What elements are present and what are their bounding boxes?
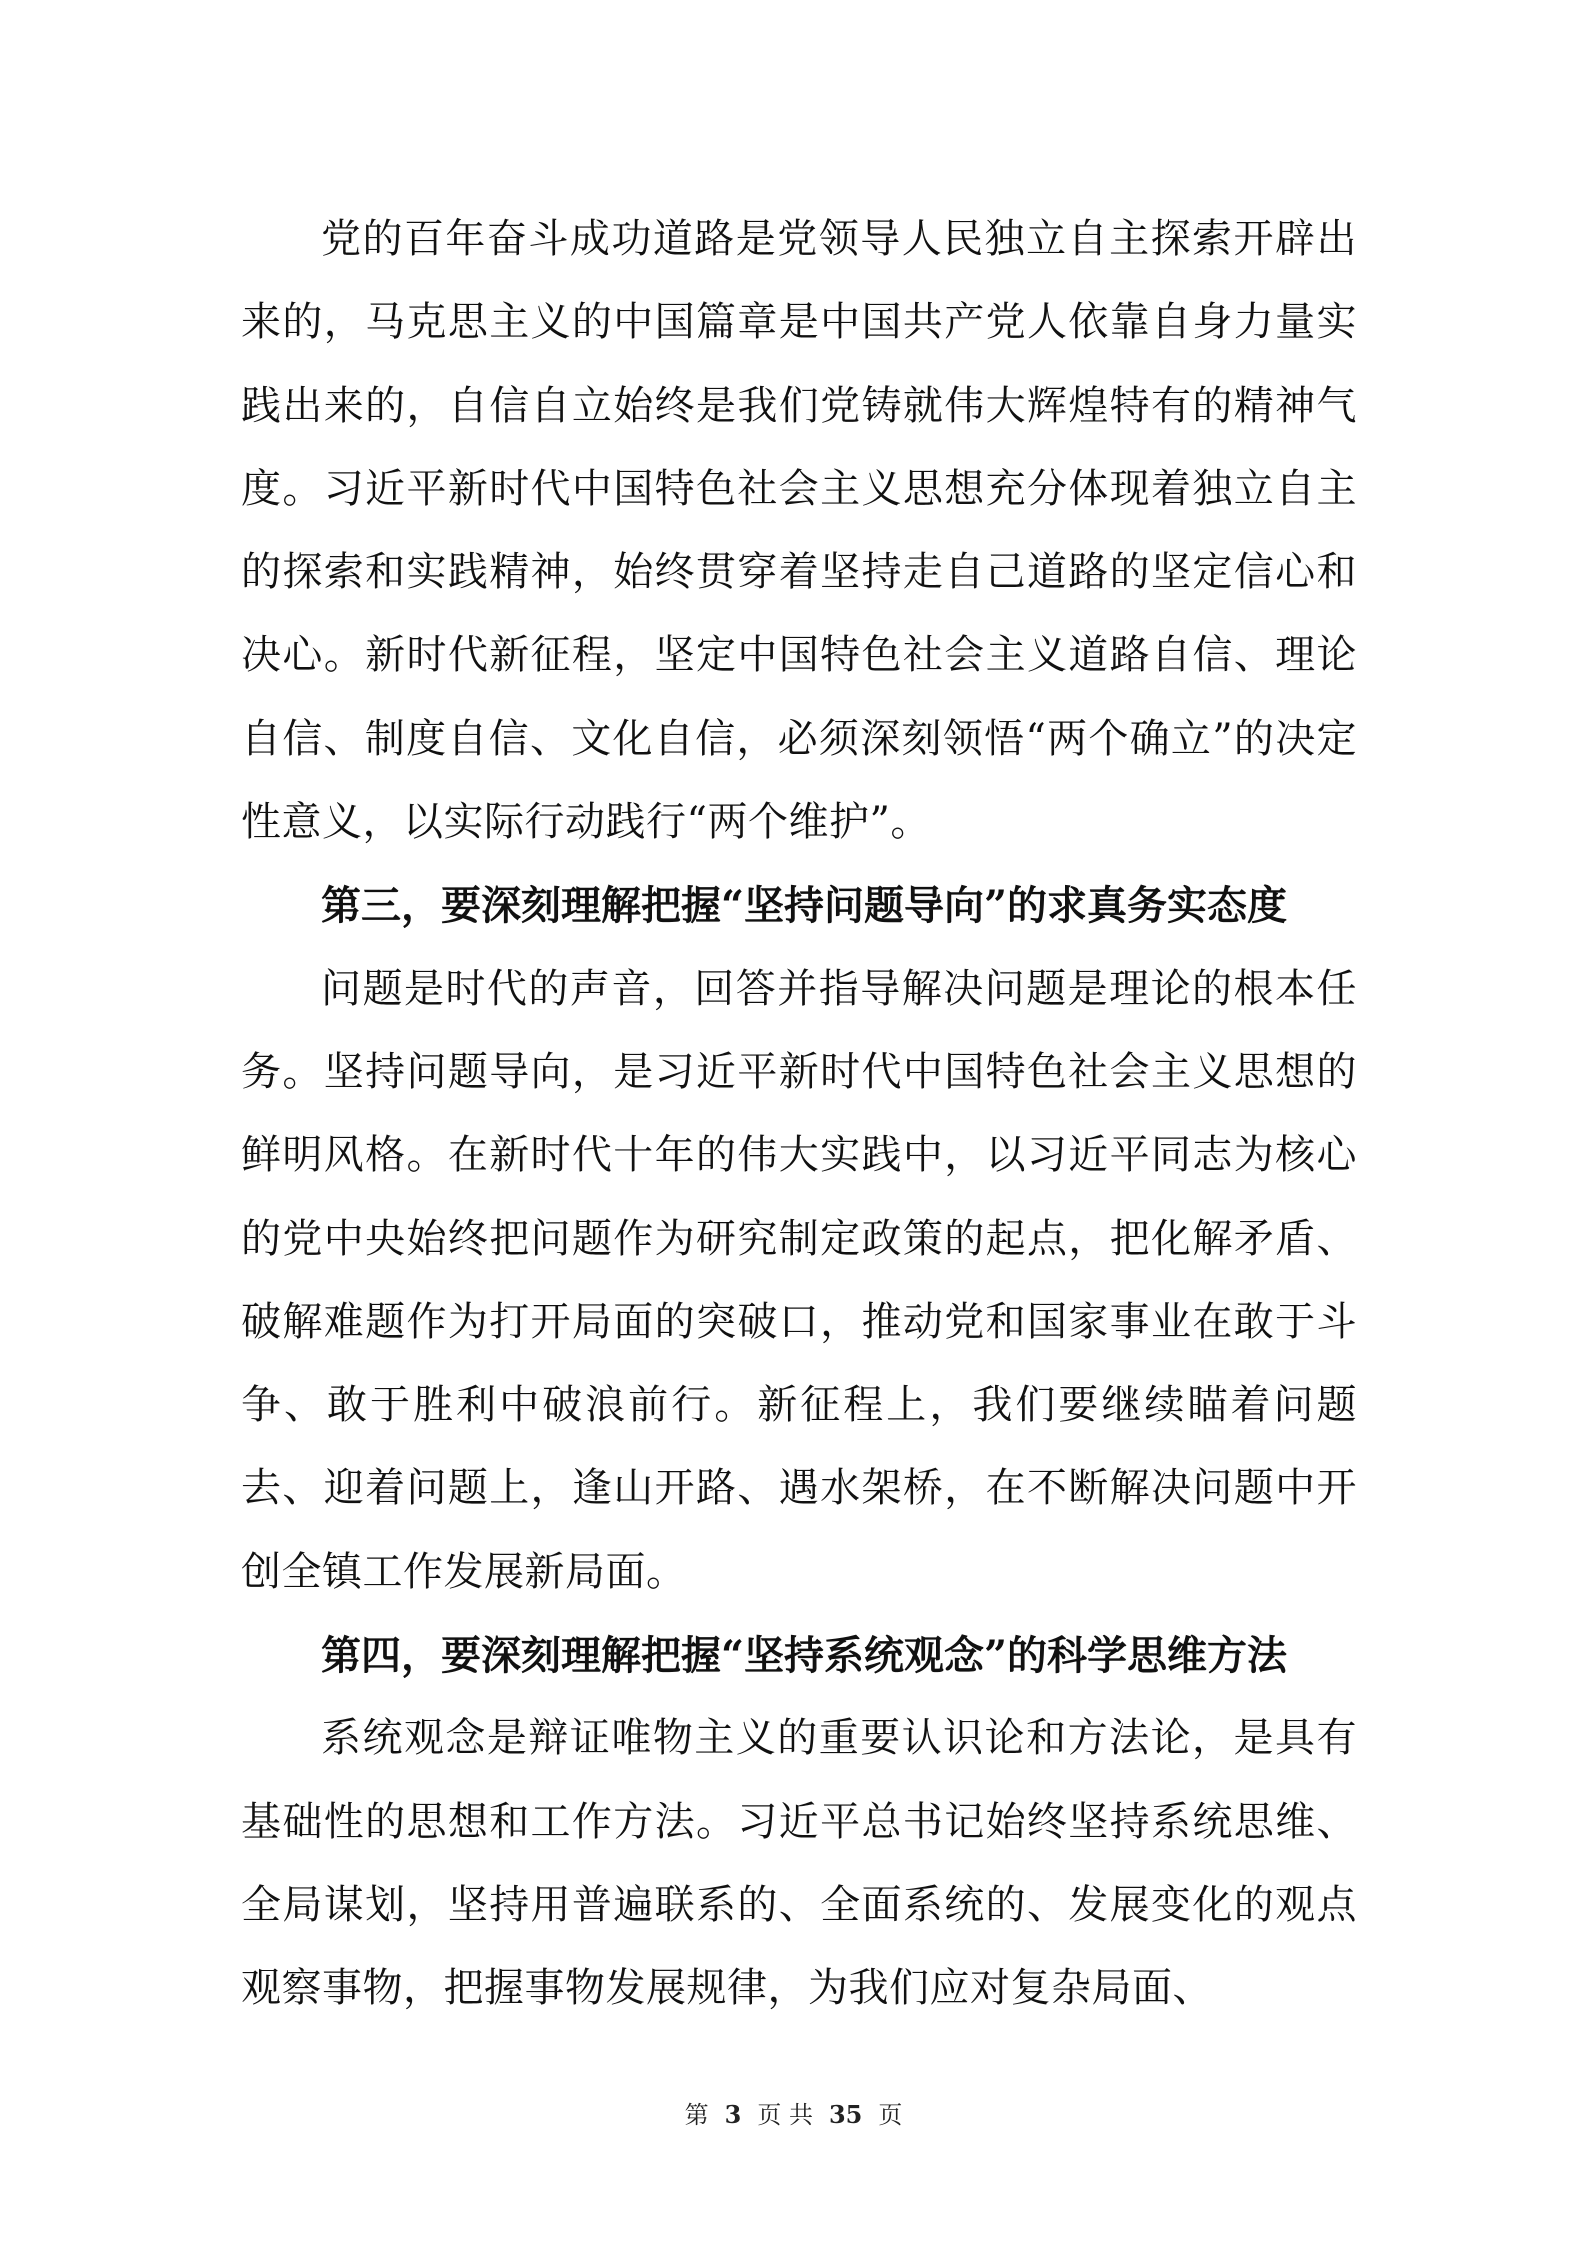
paragraph-self-confidence: 党的百年奋斗成功道路是党领导人民独立自主探索开辟出来的，马克思主义的中国篇章是中国共产党人依靠自身力量实践出来的，自信自立始终是我们党铸就伟大辉煌特有的精神气度。习近平新时代中国特色社会主义思想充分体现着独立自主的探索和实践精神，始终贯穿着坚持走自己道路的坚定信心和决心。新时代新征程，坚定中国特色社会主义道路自信、理论自信、制度自信、文化自信，必须深刻领悟“两个确立”的决定性意义，以实际行动践行“两个维护”。 xyxy=(241,216,1357,846)
footer-prefix: 第 xyxy=(684,2101,709,2129)
paragraph-problem-orientation: 问题是时代的声音，回答并指导解决问题是理论的根本任务。坚持问题导向，是习近平新时代中国特色社会主义思想的鲜明风格。在新时代十年的伟大实践中，以习近平同志为核心的党中央始终把问题作为研究制定政策的起点，把化解矛盾、破解难题作为打开局面的突破口，推动党和国家事业在敢于斗争、敢于胜利中破浪前行。新征程上，我们要继续瞄着问题去、迎着问题上，逢山开路、遇水架桥，在不断解决问题中开创全镇工作发展新局面。 xyxy=(241,965,1357,1595)
current-page-number: 3 xyxy=(724,2100,742,2129)
body-text xyxy=(241,198,1357,2031)
paragraph-systems-thinking: 系统观念是辩证唯物主义的重要认识论和方法论，是具有基础性的思想和工作方法。习近平总书记始终坚持系统思维、全局谋划，坚持用普遍联系的、全面系统的、发展变化的观点观察事物，把握事物发展规律，为我们应对复杂局面、 xyxy=(241,1715,1357,2012)
page-footer xyxy=(0,2098,1587,2132)
section-heading-systems-thinking: 第四，要深刻理解把握“坚持系统观念”的科学思维方法 xyxy=(321,1632,1288,1680)
total-page-count: 35 xyxy=(828,2100,863,2129)
footer-suffix: 页 xyxy=(878,2101,903,2129)
footer-middle: 页 共 xyxy=(757,2101,813,2129)
section-heading-problem-orientation: 第三，要深刻理解把握“坚持问题导向”的求真务实态度 xyxy=(321,882,1288,930)
